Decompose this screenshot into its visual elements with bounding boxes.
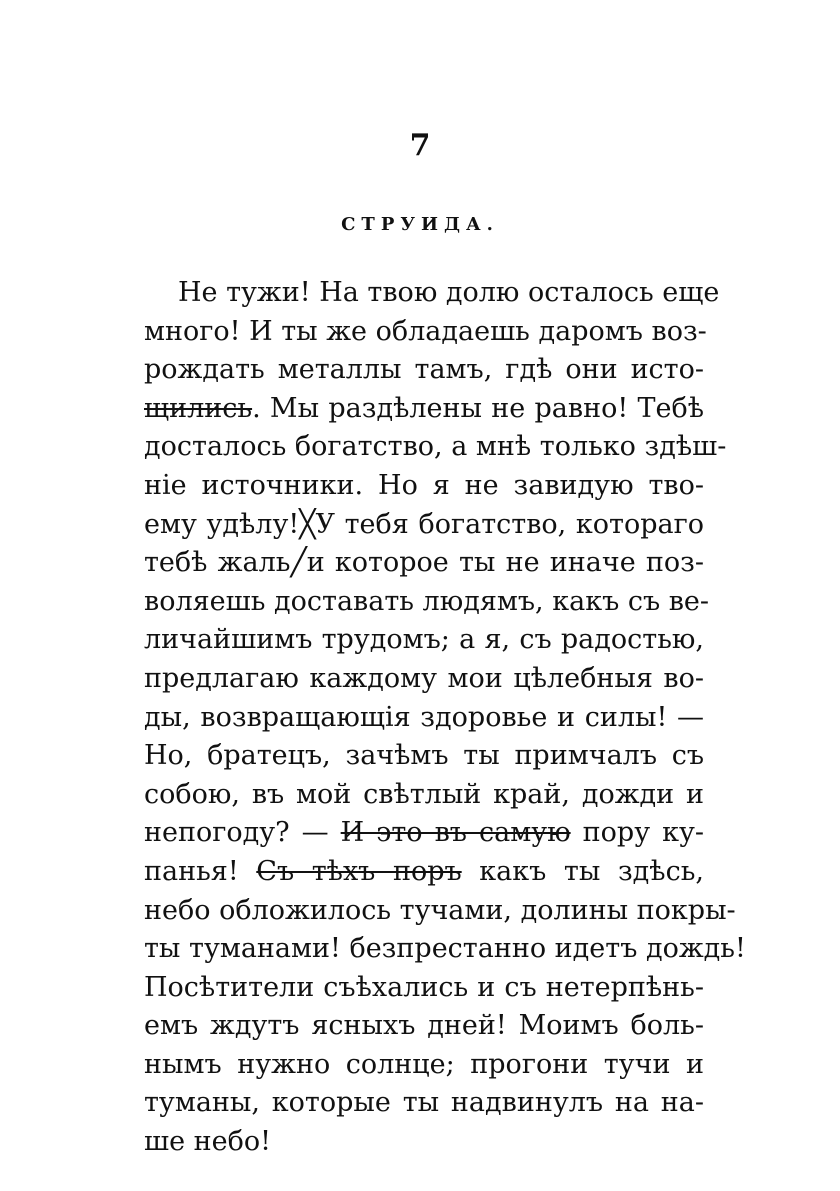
- text-line-5: досталось богатство, а мнѣ только здѣш-: [144, 431, 727, 463]
- text-line-19: Посѣтители съѣхались и съ нетерпѣнь-: [144, 971, 704, 1003]
- text-line-23: ше небо!: [144, 1126, 271, 1158]
- text-line-18: ты туманами! безпрестанно идетъ дождь!: [144, 933, 746, 965]
- correction-mark: ╳: [299, 508, 316, 540]
- page-number: 7: [409, 128, 431, 163]
- text-line-20: емъ ждутъ ясныхъ дней! Моимъ боль-: [144, 1010, 704, 1042]
- section-heading: СТРУИДА.: [341, 214, 499, 235]
- correction-mark: ╱: [290, 547, 307, 579]
- text-segment: тебѣ жаль: [144, 547, 291, 579]
- text-line-17: небо обложилось тучами, долины покры-: [144, 894, 736, 926]
- text-line-2: много! И ты же обладаешь даромъ воз-: [144, 315, 707, 347]
- body-text: [144, 274, 746, 1162]
- text-line-11: предлагаю каждому мои цѣлебныя во-: [144, 662, 704, 694]
- text-line-8: [144, 544, 704, 583]
- text-line-16: [144, 853, 704, 892]
- text-segment: панья!: [144, 855, 257, 887]
- text-line-10: личайшимъ трудомъ; а я, съ радостью,: [144, 624, 704, 656]
- text-segment: и которое ты не иначе поз-: [306, 547, 704, 579]
- text-line-21: нымъ нужно солнце; прогони тучи и: [144, 1048, 704, 1080]
- text-line-12: ды, возвращающія здоровье и силы! —: [144, 701, 704, 733]
- struck-text: Съ тѣхъ поръ: [256, 855, 462, 887]
- text-segment: какъ ты здѣсь,: [461, 855, 704, 887]
- text-line-6: ніе источники. Но я не завидую тво-: [144, 469, 704, 501]
- text-line-1: Не тужи! На твою долю осталось еще: [178, 277, 720, 308]
- text-line-3: рождать металлы тамъ, гдѣ они исто-: [144, 354, 704, 386]
- text-line-15: [144, 814, 704, 853]
- text-line-22: туманы, которые ты надвинулъ на на-: [144, 1087, 704, 1119]
- text-segment: непогоду? —: [144, 817, 341, 849]
- text-segment: пору ку-: [570, 817, 704, 849]
- struck-text: И это въ самую: [340, 817, 571, 849]
- text-line-9: воляешь доставать людямъ, какъ съ ве-: [144, 585, 710, 617]
- text-segment: ему удѣлу!: [144, 508, 300, 540]
- text-line-7: [144, 506, 704, 545]
- text-segment: У тебя богатство, котораго: [315, 508, 705, 540]
- struck-text: щились: [144, 392, 253, 424]
- text-line-14: собою, въ мой свѣтлый край, дожди и: [144, 778, 704, 810]
- text-line-13: Но, братецъ, зачѣмъ ты примчалъ съ: [144, 740, 704, 772]
- text-segment: . Мы раздѣлены не равно! Тебѣ: [252, 392, 704, 424]
- text-line-4: [144, 390, 704, 429]
